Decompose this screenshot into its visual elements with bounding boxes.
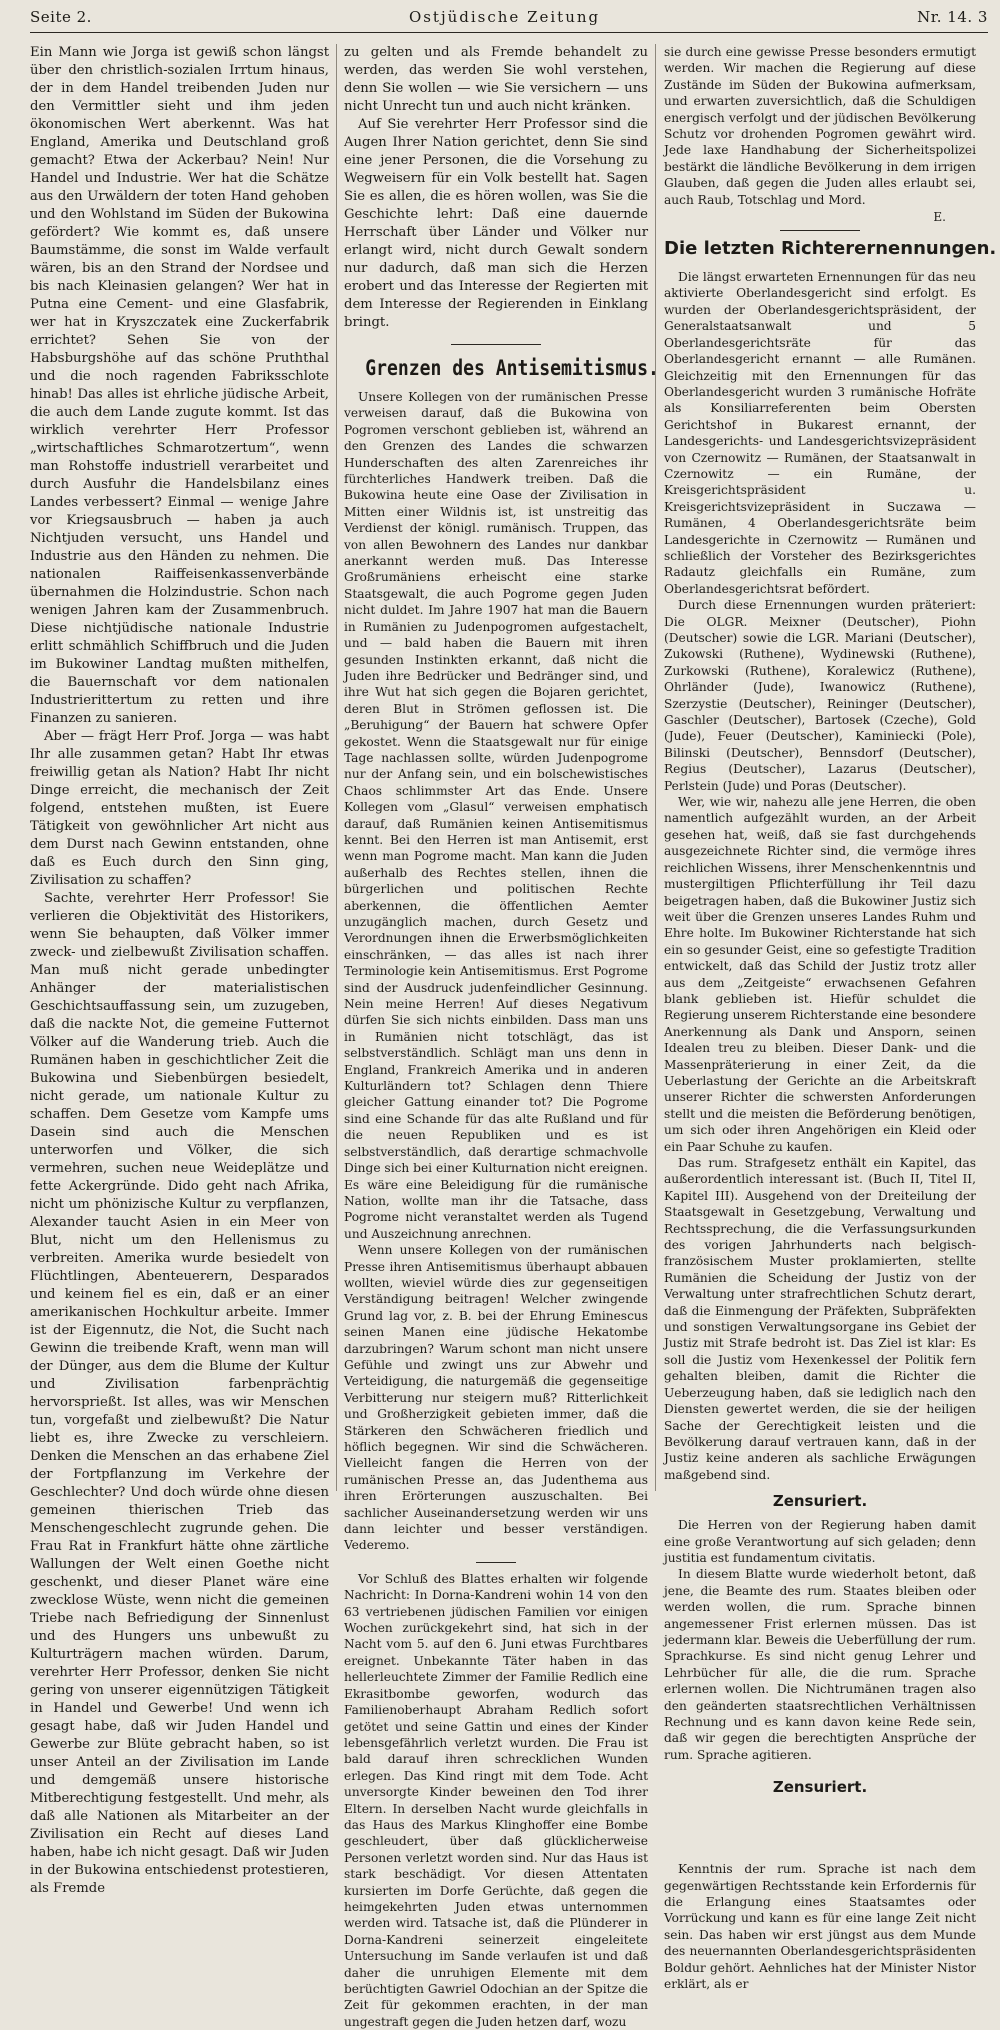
issue-number: Nr. 14. 3 <box>917 8 988 26</box>
paragraph: sie durch eine gewisse Presse besonders ermutigt werden. Wir machen die Regierung auf diese Zustände im Süden der Bukowina aufmerksam, und erwarten zuversichtlich, daß die Schuldigen energisch verfolgt und der jüdischen Bevölkerung Schutz vor drohenden Pogromen gewährt wird. Jede laxe Handhabung der Sicherheitspolizei bestärkt die ländliche Bevölkerung in dem irrigen Glauben, daß gegen die Juden alles erlaubt sei, auch Raub, Totschlag und Mord. <box>664 45 976 207</box>
newspaper-title: Ostjüdische Zeitung <box>408 8 601 26</box>
article-headline: Grenzen des Antisemitismus. <box>365 356 659 380</box>
paragraph: Durch diese Ernennungen wurden präteriert: Die OLGR. Meixner (Deutscher), Piohn (Deutscher) sowie die LGR. Mariani (Deutscher), Zukowski (Ruthene), Wydinewski (Ruthene), Zurkowski (Ruthene), Koralewicz (Ruthene), Ohrländer (Jude), Iwanowicz (Ruthene), Szerzystie (Deutscher), Reininger (Deutscher), Gaschler (Deutscher), Bartosek (Czeche), Gold (Jude), Feuer (Deutscher), Kaminiecki (Pole), Bilinski (Deutscher), Bennsdorf (Deutscher), Regius (Deutscher), Lazarus (Deutscher), Perlstein (Jude) und Poras (Deutscher). <box>664 598 976 793</box>
header-rule <box>30 32 988 33</box>
column-2 <box>336 44 659 2029</box>
paragraph: Auf Sie verehrter Herr Professor sind die Augen Ihrer Nation gerichtet, denn Sie sind eine jener Personen, die die Vorsehung zu Wegweisern für ein Volk bestellt hat. Sagen Sie es allen, die es hören wollen, was Sie die Geschichte lehrt: Daß eine dauernde Herrschaft über Länder und Völker nur erlangt wird, nicht durch Gewalt sondern nur dadurch, daß man sich die Herzen erobert und das Interesse der Regierten mit dem Interesse der Regierenden in Einklang bringt. <box>344 117 648 330</box>
columns <box>30 44 997 2029</box>
column-1 <box>30 44 336 1896</box>
paragraph: Kenntnis der rum. Sprache ist nach dem gegenwärtigen Rechtsstande kein Erfordernis für die Erlangung eines Staatsamtes oder Vorrückung und kann es für eine lange Zeit nicht sein. Das haben wir erst jüngst aus dem Munde des neuernannten Oberlandesgerichtspräsidenten Boldur gehört. Aehnliches hat der Minister Nistor erklärt, als er <box>664 1862 976 1992</box>
censored-headline: Zensuriert. <box>772 1492 868 1511</box>
paragraph: Aber — frägt Herr Prof. Jorga — was habt Ihr alle zusammen getan? Habt Ihr etwas freiwillig getan als Nation? Habt Ihr nicht Dinge erreicht, die mechanisch der Zeit folgend, entstehen mußten, ist Euere Tätigkeit von gewöhnlicher Art nicht aus dem Durst nach Gewinn entstanden, ohne daß es Euch durch den Sinn ging, Zivilisation zu schaffen? <box>30 729 329 888</box>
paragraph: Die längst erwarteten Ernennungen für das neu aktivierte Oberlandesgericht sind erfolgt. Es wurden der Oberlandesgerichtspräsident, der Generalstaatsanwalt und 5 Oberlandesgerichtsräte für das Oberlandesgericht ernannt — alle Rumänen. Gleichzeitig mit den Ernennungen für das Oberlandesgericht wurden 3 rumänische Hofräte als Konsiliarreferenten beim Obersten Gerichtshof in Bukarest ernannt, der Landesgerichts- und Landesgerichtsvizepräsident von Czernowitz — Rumänen, der Staatsanwalt in Czernowitz — ein Rumäne, der Kreisgerichtspräsident u. Kreisgerichtsvizepräsident in Suczawa — Rumänen, 4 Oberlandesgerichtsräte beim Landesgerichte in Czernowitz — Rumänen und schließlich der Vorsteher des Bezirksgerichtes Radautz gleichfalls ein Rumäne, zum Oberlandesgerichtsrat befördert. <box>664 270 976 596</box>
separator-rule <box>451 344 541 345</box>
paragraph: In diesem Blatte wurde wiederholt betont, daß jene, die Beamte des rum. Staates bleiben oder werden wollen, die rum. Sprache binnen angemessener Frist erlernen müssen. Das ist jedermann klar. Beweis die Ueberfüllung der rum. Sprachkurse. Es sind nicht genug Lehrer und Lehrbücher für alle, die die rum. Sprache erlernen wollen. Die Nichtrumänen tragen also den geänderten staatsrechtlichen Verhältnissen Rechnung und es kann davon keine Rede sein, daß wir gegen die berechtigten Ansprüche der rum. Sprache agitieren. <box>664 1567 976 1762</box>
article-headline: Die letzten Richterernennungen. <box>664 238 997 260</box>
paragraph: Die Herren von der Regierung haben damit eine große Verantwortung auf sich geladen; denn justitia est fundamentum civitatis. <box>664 1518 976 1565</box>
paragraph: Wenn unsere Kollegen von der rumänischen Presse ihren Antisemitismus überhaupt abbauen wollten, wieviel würde dies zur gegenseitigen Verständigung beitragen! Welcher zwingende Grund lag vor, z. B. bei der Ehrung Eminescus seinen Manen eine jüdische Hekatombe darzubringen? Warum schont man nicht unsere Gefühle und zwingt uns zur Abwehr und Verteidigung, die naturgemäß die gegenseitige Verbitterung nur steigern muß? Ritterlichkeit und Großherzigkeit gebieten immer, daß die Stärkeren den Schwächeren friedlich und höflich begegnen. Wir sind die Schwächeren. Vielleicht fangen die Herren von der rumänischen Presse an, das Judenthema aus ihren Erörterungen auszuschalten. Bei sachlicher Auseinandersetzung werden wir uns dann leichter und besser verständigen. Vederemo. <box>344 1243 648 1553</box>
separator-rule <box>476 1562 516 1563</box>
paragraph: Unsere Kollegen von der rumänischen Presse verweisen darauf, daß die Bukowina von Pogromen verschont geblieben ist, während an den Grenzen des Landes die schwarzen Hunderschaften des alten Zarenreiches ihr fürchterliches Handwerk treiben. Daß die Bukowina heute eine Oase der Zivilisation in Mitten einer Wildnis ist, ist unstreitig das Verdienst der königl. rumänisch. Truppen, das von allen Bewohnern des Landes nur dankbar anerkannt werden muß. Das Interesse Großrumäniens erheischt eine starke Staatsgewalt, die auch Pogrome gegen Juden nicht duldet. Im Jahre 1907 hat man die Bauern in Rumänien zu Judenpogromen aufgestachelt, und — bald haben die Bauern mit ihren gesunden Instinkten erkannt, daß nicht die Juden ihre Bedrücker und Bedränger sind, und ihre Wut hat sich gegen die Bojaren gerichtet, deren Blut in Strömen geflossen ist. Die „Beruhigung“ der Bauern hat schwere Opfer gekostet. Wenn die Staatsgewalt nur für einige Tage nachlassen sollte, würden Judenpogrome nur der Anfang sein, und ein bolschewistisches Chaos schlimmster Art das Ende. Unsere Kollegen vom „Glasul“ verweisen emphatisch darauf, daß Rumänien keinen Antisemitismus kennt. Bei den Herren ist man Antisemit, erst wenn man Pogrome macht. Man kann die Juden außerhalb des Rechtes stellen, ihnen die bürgerlichen und politischen Rechte aberkennen, die öffentlichen Aemter unzugänglich machen, durch Gesetz und Verordnungen ihnen die Erwerbsmöglichkeiten einschränken, — das alles ist nach ihrer Terminologie kein Antisemitismus. Erst Pogrome sind der Ausdruck judenfeindlicher Gesinnung. Nein meine Herren! Auf dieses Negativum dürfen Sie sich nichts einbilden. Dass man uns in Rumänien nicht totschlägt, das ist selbstverständlich. Schlägt man uns denn in England, Frankreich Amerika und in anderen Kulturländern tot? Schlagen denn Thiere gleicher Gattung einander tot? Die Pogrome sind eine Schande für das alte Rußland und für die neuen Republiken und es ist selbstverständlich, daß derartige schmachvolle Dinge sich bei einer Kulturnation nicht ereignen. Es wäre eine Beleidigung für die rumänische Nation, wollte man ihr die Tatsache, dass Pogrome nicht veranstaltet werden als Tugend und Auszeichnung anrechnen. <box>344 390 648 1241</box>
author-signature: E. <box>933 210 946 225</box>
paragraph: zu gelten und als Fremde behandelt zu werden, das werden Sie wohl verstehen, denn Sie wollen — wie Sie versichern — uns nicht Unrecht tun und auch nicht kränken. <box>344 45 648 114</box>
paragraph: Ein Mann wie Jorga ist gewiß schon längst über den christlich-sozialen Irrtum hinaus, der in dem Handel treibenden Juden nur den Vermittler sieht und ihm jeden ökonomischen Wert aberkennt. Was hat England, Amerika und Deutschland groß gemacht? Etwa der Ackerbau? Nein! Nur Handel und Industrie. Wer hat die Schätze aus den Urwäldern der toten Hand gehoben und den Wohlstand im Süden der Bukowina gefördert? Wie kommt es, daß unsere Baumstämme, die sonst im Walde verfault wären, bis an den Strand der Nordsee und bis nach Kleinasien gelangen? Wer hat in Putna eine Cement- und eine Glasfabrik, wer hat in Kryszczatek eine Zuckerfabrik errichtet? Sehen Sie von der Habsburgshöhe auf das schöne Pruththal und die noch ragenden Fabriksschlote hinab! Das alles ist ehrliche jüdische Arbeit, die auch dem Lande zugute kommt. Ist das wirklich verehrter Herr Professor „wirtschaftliches Schmarotzertum“, wenn man Rohstoffe industriell verarbeitet und durch Ausfuhr die Handelsbilanz eines Landes verbessert? Einmal — wenige Jahre vor Kriegsausbruch — haben ja auch Nichtjuden versucht, uns Handel und Industrie aus den Händen zu nehmen. Die nationalen Raiffeisenkassenverbände übernahmen die Holzindustrie. Schon nach wenigen Jahren kam der Zusammenbruch. Diese nichtjüdische nationale Industrie erlitt schmählich Schiffbruch und die Juden im Bukowiner Landtag mußten mithelfen, die Bauernschaft vor dem nationalen Industrierittertum zu retten und ihre Finanzen zu sanieren. <box>30 45 329 726</box>
running-head <box>30 4 988 30</box>
paragraph: Vor Schluß des Blattes erhalten wir folgende Nachricht: In Dorna-Kandreni wohin 14 von den 63 vertriebenen jüdischen Familien vor einigen Wochen zurückgekehrt sind, hat sich in der Nacht vom 5. auf den 6. Juni etwas Furchtbares ereignet. Unbekannte Täter haben in das hellerleuchtete Zimmer der Familie Redlich eine Ekrasitbombe geworfen, wodurch das Familienoberhaupt Abraham Redlich sofort getötet und seine Gattin und eines der Kinder lebensgefährlich verletzt wurden. Die Frau ist bald darauf ihren schrecklichen Wunden erlegen. Das Kind ringt mit dem Tode. Acht unversorgte Kinder beweinen den Tod ihrer Eltern. In derselben Nacht wurde gleichfalls in das Haus des Markus Klinghoffer eine Bombe geschleudert, über daß glücklicherweise Personen verletzt worden sind. Nur das Haus ist stark beschädigt. Vor diesen Attentaten kursierten im Dorfe Gerüchte, daß gegen die heimgekehrten Juden etwas unternommen werden wird. Tatsache ist, daß die Plünderer in Dorna-Kandreni seinerzeit eingeleitete Untersuchung im Sande verlaufen ist und daß daher die unruhigen Elemente mit dem berüchtigten Gawriel Odochian an der Spitze die Zeit für gekommen erachten, in der man ungestraft gegen die Juden hetzen darf, wozu <box>344 1571 648 2029</box>
paragraph: Sachte, verehrter Herr Professor! Sie verlieren die Objektivität des Historikers, wenn Sie behaupten, daß Völker immer zweck- und zielbewußt Zivilisation schaffen. Man muß nicht gerade unbedingter Anhänger der materialistischen Geschichtsauffassung sein, um zuzugeben, daß die nackte Not, die gemeine Futternot Völker auf die Wanderung trieb. Auch die Rumänen haben in geschichtlicher Zeit die Bukowina und Siebenbürgen besiedelt, nicht gerade, um nationale Kultur zu schaffen. Dem Gesetze vom Kampfe ums Dasein sind auch die Menschen unterworfen und Völker, die sich vermehren, suchen neue Weideplätze und fette Ackergründe. Dido geht nach Afrika, nicht um phönizische Kultur zu verpflanzen, Alexander taucht Asien in ein Meer von Blut, nicht um den Hellenismus zu verbreiten. Amerika wurde besiedelt von Flüchtlingen, Abenteuerern, Desparados und keinem fiel es ein, daß er an einer amerikanischen Hochkultur arbeite. Immer ist der Eigennutz, die Not, die Sucht nach Gewinn die treibende Kraft, wenn man will der Dünger, aus dem die Blume der Kultur und Zivilisation farbenprächtig hervorsprießt. Ist alles, was wir Menschen tun, vorgefaßt und zielbewußt? Die Natur liebt es, ihre Zwecke zu verschleiern. Denken die Menschen an das erhabene Ziel der Fortpflanzung im Verkehre der Geschlechter? Und doch würde ohne diesen gemeinen thierischen Trieb das Menschengeschlecht zugrunde gehen. Die Frau Rat in Frankfurt hätte ohne zärtliche Wallungen der Welt einen Goethe nicht geschenkt, und dieser Planet wäre eine zwecklose Wüste, wenn nicht die gemeinen Triebe nach Befriedigung der Sinnenlust und des Hungers uns unbewußt zu Kulturträgern machen würden. Darum, verehrter Herr Professor, denken Sie nicht gering von unserer eigennützigen Tätigkeit in Handel und Gewerbe! Und wenn ich gesagt habe, daß wir Juden Handel und Gewerbe zur Blüte gebracht haben, so ist unser Anteil an der Zivilisation im Lande und demgemäß unsere historische Mitberechtigung festgestellt. Und mehr, als daß alle Nationen als Mitarbeiter an der Zivilisation ein Recht auf dieses Land haben, habe ich nicht gesagt. Daß wir Juden in der Bukowina entschiedenst protestieren, als Fremde <box>30 891 329 1896</box>
censored-blank <box>664 1803 976 1861</box>
paragraph: Wer, wie wir, nahezu alle jene Herren, die oben namentlich aufgezählt wurden, an der Arbeit gesehen hat, weiß, daß sie fast durchgehends ausgezeichnete Richter sind, die vermöge ihres reichlichen Wissens, ihrer Menschenkenntnis und mustergiltigen Pflichterfüllung ihr Teil dazu beigetragen haben, daß die Bukowiner Justiz sich weit über die Grenzen unseres Landes Ruhm und Ehre holte. Im Bukowiner Richterstande hat sich ein so gesunder Geist, eine so gefestigte Tradition entwickelt, daß das Schild der Justiz trotz aller aus dem „Zeitgeiste“ erwachsenen Gefahren blank geblieben ist. Hiefür schuldet die Regierung unserem Richterstande eine besondere Anerkennung als Dank und Ansporn, seinen Idealen treu zu bleiben. Dieser Dank- und die Massenpräterierung in einer Zeit, da die Ueberlastung der Gerichte an die Arbeitskraft unserer Richter die schwersten Anforderungen stellt und die meisten die Beförderung benötigen, um sich oder ihren Angehörigen ein Kleid oder ein Paar Schuhe zu kaufen. <box>664 795 976 1154</box>
paragraph: Das rum. Strafgesetz enthält ein Kapitel, das außerordentlich interessant ist. (Buch II, Titel II, Kapitel III). Ausgehend von der Dreiteilung der Staatsgewalt in Gesetzgebung, Verwaltung und Rechtssprechung, die die Verfassungsurkunden des vorigen Jahrhunderts nach belgisch-französischem Muster proklamierten, stellte Rumänien die Scheidung der Justiz von der Verwaltung unter strafrechtlichen Schutz derart, daß die Einmengung der Präfekten, Subpräfekten und sonstigen Verwaltungsorgane ins Gebiet der Justiz mit Strafe bedroht ist. Das Ziel ist klar: Es soll die Justiz vom Hexenkessel der Politik fern gehalten bleiben, damit die Richter die Ueberzeugung haben, daß sie lediglich nach den Diensten gewertet werden, die sie der heiligen Sache der Gerechtigkeit leisten und die Bevölkerung darauf vertrauen kann, daß in der Justiz keine anderen als sachliche Erwägungen maßgebend sind. <box>664 1156 976 1482</box>
separator-rule <box>780 230 860 231</box>
censored-headline: Zensuriert. <box>772 1778 868 1797</box>
column-3 <box>656 44 997 1992</box>
page-number: Seite 2. <box>30 8 92 26</box>
